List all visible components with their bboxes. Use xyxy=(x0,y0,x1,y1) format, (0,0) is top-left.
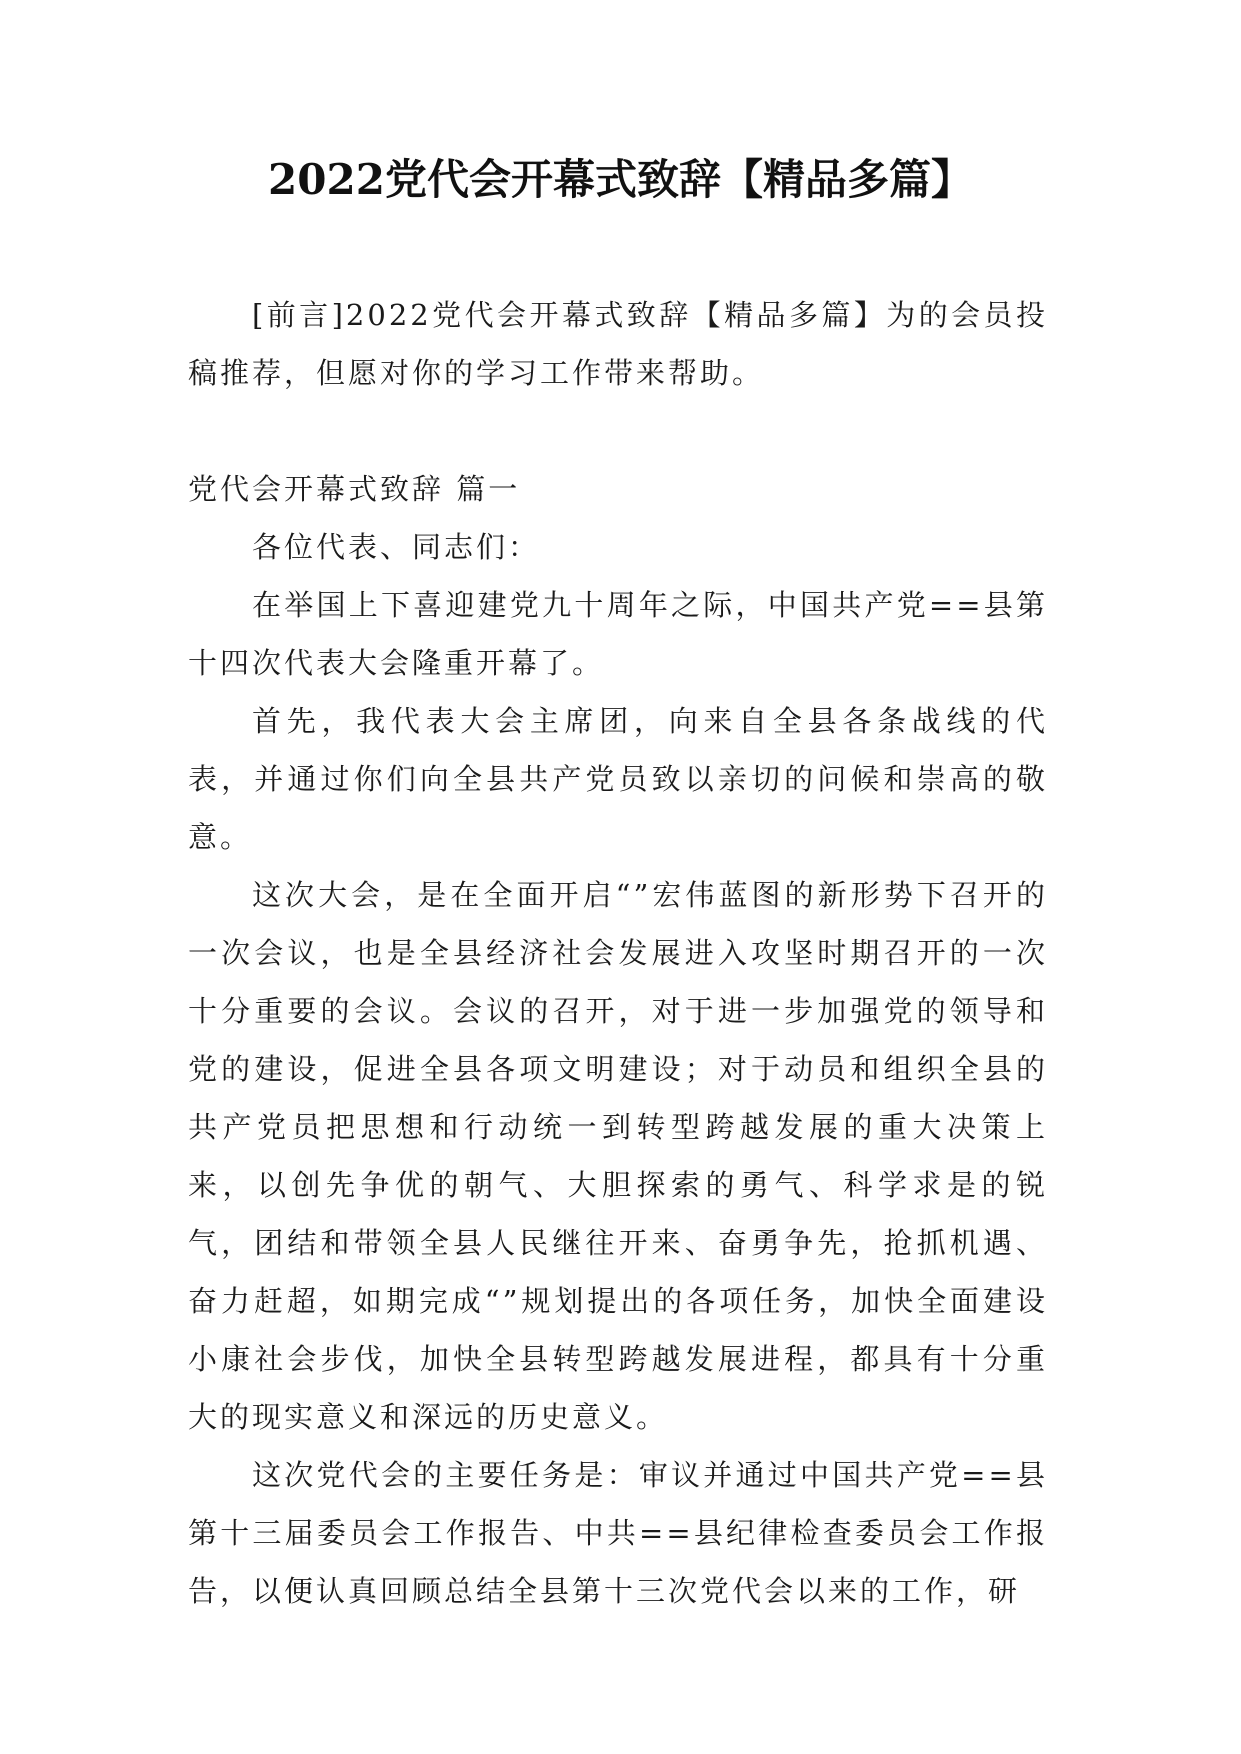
document-body xyxy=(188,286,1048,1620)
body-paragraph-greeting: 首先，我代表大会主席团，向来自全县各条战线的代表，并通过你们向全县共产党员致以亲切的问候和崇高的敬意。 xyxy=(188,704,1048,854)
section-heading: 党代会开幕式致辞 篇一 xyxy=(188,472,521,506)
preface-paragraph: [前言]2022党代会开幕式致辞【精品多篇】为的会员投稿推荐，但愿对你的学习工作带来帮助。 xyxy=(188,298,1048,390)
body-paragraph-significance: 这次大会，是在全面开启“”宏伟蓝图的新形势下召开的一次会议，也是全县经济社会发展进入攻坚时期召开的一次十分重要的会议。会议的召开，对于进一步加强党的领导和党的建设，促进全县各项文明建设；对于动员和组织全县的共产党员把思想和行动统一到转型跨越发展的重大决策上来，以创先争优的朝气、大胆探索的勇气、科学求是的锐气，团结和带领全县人民继往开来、奋勇争先，抢抓机遇、奋力赶超，如期完成“”规划提出的各项任务，加快全面建设小康社会步伐，加快全县转型跨越发展进程，都具有十分重大的现实意义和深远的历史意义。 xyxy=(188,878,1048,1434)
body-paragraph-tasks: 这次党代会的主要任务是：审议并通过中国共产党==县第十三届委员会工作报告、中共==县纪律检查委员会工作报告，以便认真回顾总结全县第十三次党代会以来的工作，研 xyxy=(188,1458,1048,1608)
body-paragraph-opening: 在举国上下喜迎建党九十周年之际，中国共产党==县第十四次代表大会隆重开幕了。 xyxy=(188,588,1048,680)
document-title: 2022党代会开幕式致辞【精品多篇】 xyxy=(268,155,973,204)
body-paragraph-salutation: 各位代表、同志们： xyxy=(252,530,541,564)
